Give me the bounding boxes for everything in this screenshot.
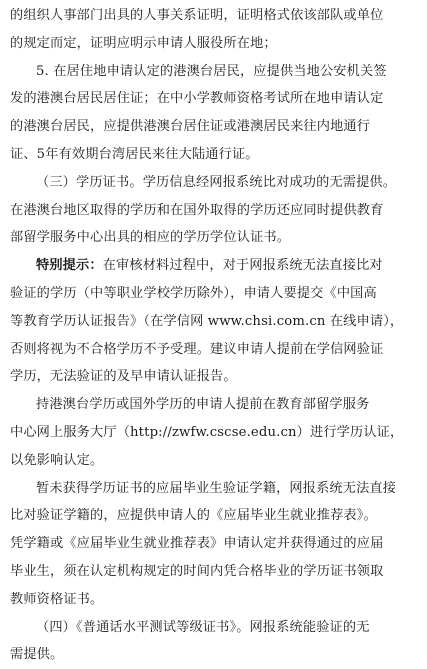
line-rest: 在审核材料过程中，对于网报系统无法直接比对	[102, 258, 383, 274]
text-line: （四）《普通话水平测试等级证书》。网报系统能验证的无	[36, 619, 370, 635]
text-line: 比对验证学籍的，应提供申请人的《应届毕业生就业推荐表》。	[10, 508, 377, 524]
text-line: 持港澳台学历或国外学历的申请人提前在教育部留学服务	[36, 397, 370, 413]
text-line: 中心网上服务大厅（http://zwfw.cscse.edu.cn）进行学历认证，	[10, 424, 404, 440]
text-line: 凭学籍或《应届毕业生就业推荐表》申请认定并获得通过的应届	[10, 536, 384, 552]
text-line: 以免影响认定。	[10, 452, 104, 468]
text-line: 5. 在居住地申请认定的港澳台居民，应提供当地公安机关签	[36, 63, 387, 79]
text-line: 需提供。	[10, 647, 64, 663]
text-line: 否则将视为不合格学历不予受理。建议申请人提前在学信网验证	[10, 341, 384, 357]
text-line: 在港澳台地区取得的学历和在国外取得的学历还应同时提供教育	[10, 202, 384, 218]
text-line: 验证的学历（中等职业学校学历除外），申请人要提交《中国高	[10, 285, 377, 301]
text-line: 证、5年有效期台湾居民来往大陆通行证。	[10, 146, 259, 162]
text-line: 毕业生，须在认定机构规定的时间内凭合格毕业的学历证书领取	[10, 563, 384, 579]
text-line: 发的港澳台居民居住证；在中小学教师资格考试所在地申请认定	[10, 91, 384, 107]
text-line: 部留学服务中心出具的相应的学历学位认证书。	[10, 230, 291, 246]
text-line: 的港澳台居民，应提供港澳台居住证或港澳居民来往内地通行	[10, 119, 371, 135]
text-line	[10, 252, 417, 280]
text-line: 教师资格证书。	[10, 591, 104, 607]
text-line: 学历，无法验证的及早申请认证报告。	[10, 369, 237, 385]
text-line: 等教育学历认证报告》（在学信网 www.chsi.com.cn 在线申请），	[10, 313, 404, 329]
text-line: 暂未获得学历证书的应届毕业生验证学籍，网报系统无法直接	[36, 480, 397, 496]
text-line: （三）学历证书。学历信息经网报系统比对成功的无需提供。	[36, 174, 397, 190]
bold-prefix: 特别提示：	[36, 258, 103, 274]
text-line: 的组织人事部门出具的人事关系证明，证明格式依该部队或单位	[10, 8, 384, 23]
text-line: 的规定而定，证明应明示申请人服役所在地；	[10, 35, 277, 51]
